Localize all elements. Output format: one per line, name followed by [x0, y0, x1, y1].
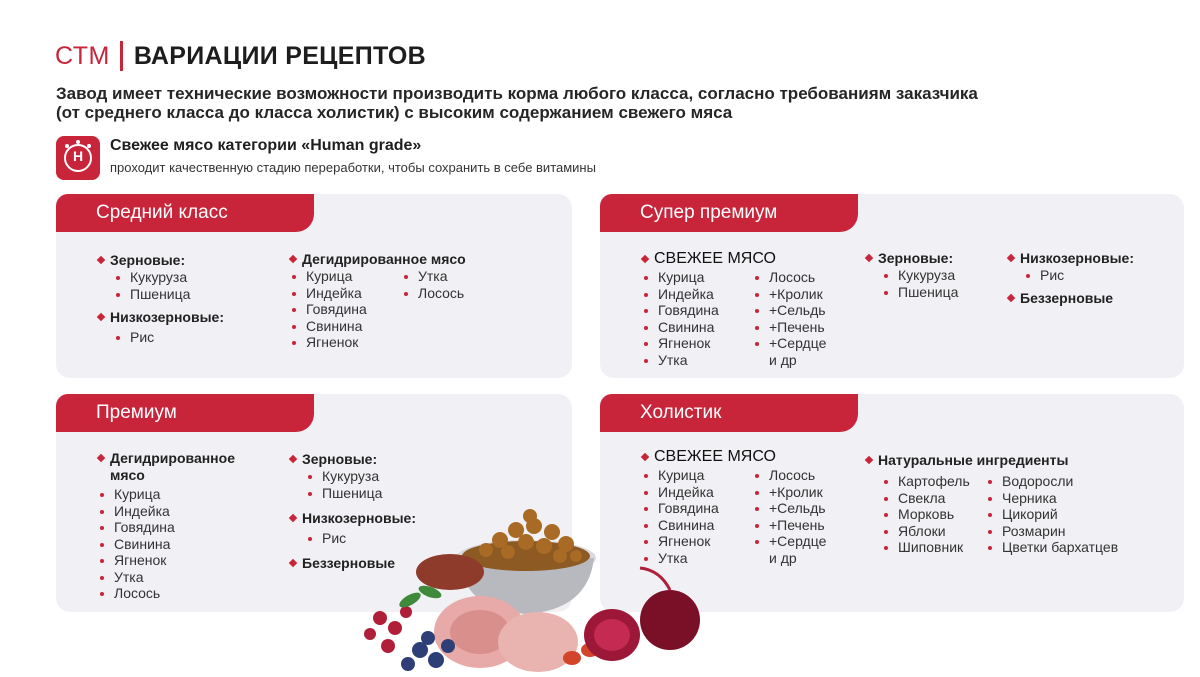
list-item: Ягненок — [640, 533, 751, 550]
holistic-natural-title: Натуральные ингредиенты — [864, 452, 1174, 469]
premium-dehydrated-col — [96, 450, 276, 602]
list-item: Картофель — [880, 473, 984, 490]
list-item: Говядина — [288, 301, 400, 318]
list-item: Говядина — [640, 302, 751, 319]
list-item: Индейка — [640, 286, 751, 303]
list-item: Черника — [984, 490, 1118, 507]
list-item: Утка — [96, 569, 276, 586]
list-item: Утка — [400, 268, 464, 285]
title-row — [55, 40, 426, 72]
list-item: Рис — [304, 530, 416, 547]
mid-dehydrated-col — [288, 251, 558, 351]
list-item: Лосось — [751, 269, 826, 286]
list-item: Говядина — [640, 500, 751, 517]
list-item: +Сердце — [751, 533, 826, 550]
list-item: Свинина — [640, 517, 751, 534]
holistic-meat-list-2 — [751, 467, 826, 566]
premium-lowgrain-title: Низкозерновые: — [288, 510, 416, 527]
grain-pile — [416, 554, 484, 590]
premium-dehydrated-title-line2: мясо — [110, 467, 145, 483]
card-super-premium — [600, 194, 1184, 378]
mid-dehydrated-title: Дегидрированное мясо — [288, 251, 558, 268]
human-grade-subtitle: проходит качественную стадию переработки, чтобы сохранить в себе витамины — [110, 160, 596, 175]
super-meat-lists — [640, 269, 826, 368]
mid-meat-lists — [288, 268, 558, 351]
super-grain-list — [864, 267, 958, 300]
page-title: ВАРИАЦИИ РЕЦЕПТОВ — [133, 41, 427, 70]
title-divider — [120, 41, 123, 71]
human-grade-block — [56, 136, 596, 180]
premium-grainfree-title: Беззерновые — [288, 555, 416, 572]
list-item: Курица — [288, 268, 400, 285]
mid-lowgrain-title: Низкозерновые: — [96, 309, 224, 326]
mid-meat-list-1 — [288, 268, 400, 351]
list-item: Индейка — [96, 503, 276, 520]
card-tab-premium: Премиум — [56, 394, 314, 432]
list-item: и др — [769, 351, 797, 368]
list-item: +Печень — [751, 319, 826, 336]
super-fresh-title: СВЕЖЕЕ МЯСО — [640, 250, 826, 267]
list-item: Курица — [640, 467, 751, 484]
list-item: +Сердце — [751, 335, 826, 352]
list-item: Лосось — [400, 285, 464, 302]
list-item: +Кролик — [751, 286, 826, 303]
list-item: Лосось — [751, 467, 826, 484]
holistic-natural-list-2 — [984, 473, 1118, 556]
super-lowgrain-list — [1006, 267, 1134, 284]
beet-stem — [640, 568, 670, 590]
super-grain-title: Зерновые: — [864, 250, 958, 267]
list-item: Цветки бархатцев — [984, 539, 1118, 556]
super-meat-list-1 — [640, 269, 751, 368]
premium-meat-list — [96, 486, 276, 602]
list-item: Утка — [640, 550, 751, 567]
holistic-natural-col — [864, 452, 1174, 556]
list-item: Ягненок — [288, 334, 400, 351]
list-item: Свинина — [288, 318, 400, 335]
list-item: Яблоки — [880, 523, 984, 540]
premium-grain-list — [288, 468, 416, 501]
lead-line-2: (от среднего класса до класса холистик) с высоким содержанием свежего мяса — [56, 103, 733, 122]
list-item: Пшеница — [880, 284, 958, 301]
premium-grain-title: Зерновые: — [288, 451, 416, 468]
list-item: Курица — [640, 269, 751, 286]
food-illustration — [340, 500, 720, 677]
list-item: +Сельдь — [751, 302, 826, 319]
mid-grain-title: Зерновые: — [96, 252, 224, 269]
human-grade-text — [110, 136, 596, 177]
super-lowgrain-col — [1006, 250, 1134, 307]
list-item: Индейка — [640, 484, 751, 501]
super-lowgrain-title: Низкозерновые: — [1006, 250, 1134, 267]
list-item: Лосось — [96, 585, 276, 602]
list-item: Кукуруза — [880, 267, 958, 284]
list-item: Свекла — [880, 490, 984, 507]
list-item: +Кролик — [751, 484, 826, 501]
holistic-fresh-title: СВЕЖЕЕ МЯСО — [640, 448, 826, 465]
brand-label: СТМ — [55, 41, 110, 70]
human-grade-title: Свежее мясо категории «Human grade» — [110, 137, 422, 154]
list-item: Ягненок — [96, 552, 276, 569]
card-tab-super: Супер премиум — [600, 194, 858, 232]
card-tab-holistic: Холистик — [600, 394, 858, 432]
logo-dot — [76, 140, 80, 144]
mid-grain-col — [96, 252, 224, 346]
list-item: Розмарин — [984, 523, 1118, 540]
list-item: +Печень — [751, 517, 826, 534]
list-item: Пшеница — [304, 485, 416, 502]
list-item: Ягненок — [640, 335, 751, 352]
mid-lowgrain-list — [96, 329, 224, 346]
list-item: +Сельдь — [751, 500, 826, 517]
super-meat-list-2 — [751, 269, 826, 368]
card-tab-mid: Средний класс — [56, 194, 314, 232]
list-item: Кукуруза — [112, 269, 224, 286]
premium-dehydrated-title-line1: Дегидрированное — [110, 450, 235, 466]
list-item: Говядина — [96, 519, 276, 536]
mid-grain-list — [96, 269, 224, 302]
holistic-natural-list-1 — [864, 473, 984, 556]
list-item: Кукуруза — [304, 468, 416, 485]
list-item: Свинина — [96, 536, 276, 553]
lead-line-1: Завод имеет технические возможности производить корма любого класса, согласно требованиям заказчика — [56, 84, 978, 103]
list-item: Утка — [640, 352, 751, 369]
list-item: Индейка — [288, 285, 400, 302]
super-grainfree-title: Беззерновые — [1006, 290, 1134, 307]
mid-meat-list-2 — [400, 268, 464, 351]
beet-icon — [640, 590, 700, 650]
list-item: Свинина — [640, 319, 751, 336]
cranberries — [364, 606, 412, 653]
super-grain-col — [864, 250, 958, 300]
list-item: Морковь — [880, 506, 984, 523]
card-mid-class — [56, 194, 572, 378]
list-item: Рис — [1022, 267, 1134, 284]
list-item: Рис — [112, 329, 224, 346]
lead-text — [56, 84, 1136, 122]
list-item: и др — [769, 549, 797, 566]
list-item: Шиповник — [880, 539, 984, 556]
logo-letter: H — [72, 148, 84, 164]
list-item: Пшеница — [112, 286, 224, 303]
list-item: Водоросли — [984, 473, 1118, 490]
human-grade-logo-icon — [56, 136, 100, 180]
holistic-natural-lists — [864, 473, 1174, 556]
super-fresh-col — [640, 250, 826, 368]
premium-dehydrated-title — [96, 450, 276, 484]
beet-slice-inner — [594, 619, 630, 651]
list-item: Цикорий — [984, 506, 1118, 523]
list-item: Курица — [96, 486, 276, 503]
